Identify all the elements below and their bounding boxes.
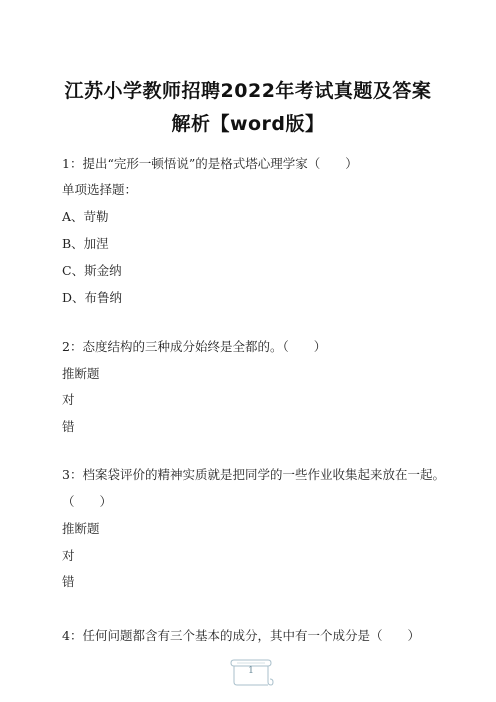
question-2-option-true: 对 (62, 392, 75, 407)
page-number: 1 (248, 666, 254, 676)
question-1-option-b: B、加涅 (62, 236, 109, 251)
question-1-option-a: A、苛勒 (62, 209, 109, 224)
question-3-type: 推断题 (62, 521, 100, 536)
question-1-stem: 1：提出“完形一顿悟说”的是格式塔心理学家（ ） (62, 156, 358, 171)
question-1-type: 单项选择题： (62, 182, 138, 197)
question-1-option-c: C、斯金纳 (62, 263, 122, 278)
question-3-option-false: 错 (62, 574, 75, 589)
question-2-option-false: 错 (62, 419, 75, 434)
question-4-stem: 4：任何问题都含有三个基本的成分，其中有一个成分是（ ） (62, 628, 420, 643)
question-3-stem: 3：档案袋评价的精神实质就是把同学的一些作业收集起来放在一起。 (62, 467, 445, 482)
page-number-badge (228, 654, 274, 688)
document-title-line-1: 江苏小学教师招聘2022年考试真题及答案 (64, 80, 432, 102)
question-2-stem: 2：态度结构的三种成分始终是全都的。（ ） (62, 339, 327, 354)
question-3-stem-continued: （ ） (62, 494, 113, 509)
question-2-type: 推断题 (62, 366, 100, 381)
question-3-option-true: 对 (62, 548, 75, 563)
question-1-option-d: D、布鲁纳 (62, 290, 123, 305)
document-title-line-2: 解析【word版】 (171, 113, 325, 135)
